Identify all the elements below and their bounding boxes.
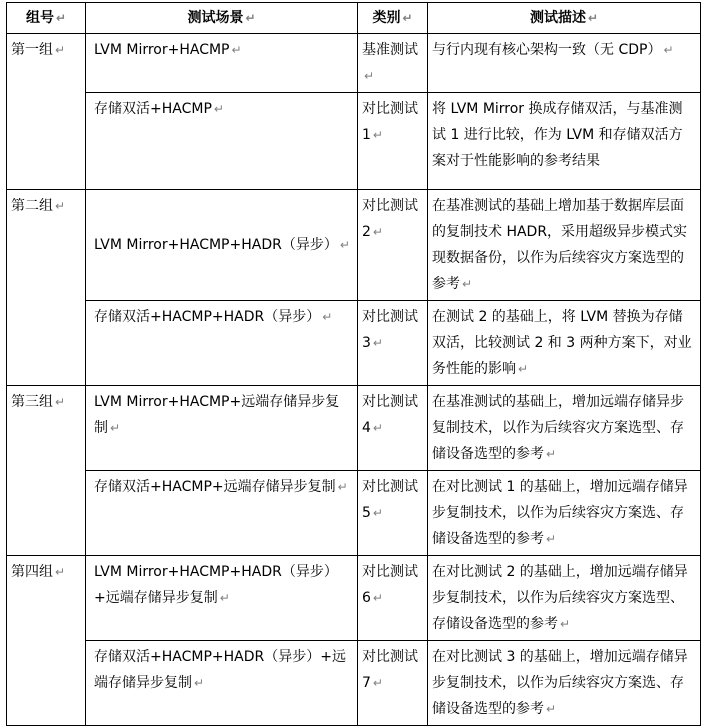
table-row: [7, 93, 701, 190]
test-scenario-table: [6, 2, 701, 726]
table-row: [7, 641, 701, 726]
table-row: [7, 301, 701, 386]
scene-cell: LVM Mirror+HACMP+远端存储异步复制 ↵: [86, 386, 358, 471]
category-cell: 基准测试↵: [358, 34, 428, 93]
header-description: 测试描述 ↵: [428, 3, 701, 34]
header-scene: 测试场景 ↵: [86, 3, 358, 34]
category-cell: 对比测试 4 ↵: [358, 386, 428, 471]
description-cell: 在对比测试 2 的基础上，增加远端存储异步复制技术，以作为后续容灾方案选型、存储设备选型的参考 ↵: [428, 556, 701, 641]
header-category: 类别 ↵: [358, 3, 428, 34]
scene-cell: 存储双活+HACMP ↵: [86, 93, 358, 190]
table-row: [7, 190, 701, 301]
scene-cell: 存储双活+HACMP+HADR（异步）+远端存储异步复制 ↵: [86, 641, 358, 726]
group-cell: 第三组 ↵: [7, 386, 86, 556]
group-cell: 第一组 ↵: [7, 34, 86, 190]
group-cell: 第二组 ↵: [7, 190, 86, 386]
header-row: [7, 3, 701, 34]
description-cell: 在基准测试的基础上增加基于数据库层面的复制技术 HADR，采用超级异步模式实现数据备份，以作为后续容灾方案选型的参考 ↵: [428, 190, 701, 301]
table-row: [7, 34, 701, 93]
description-cell: 与行内现有核心架构一致（无 CDP） ↵: [428, 34, 701, 93]
description-cell: 将 LVM Mirror 换成存储双活，与基准测试 1 进行比较，作为 LVM 和存储双活方案对于性能影响的参考结果: [428, 93, 701, 190]
category-cell: 对比测试 2 ↵: [358, 190, 428, 301]
table-row: [7, 471, 701, 556]
description-cell: 在对比测试 3 的基础上，增加远端存储异步复制技术，以作为后续容灾方案选、存储设备选型的参考 ↵: [428, 641, 701, 726]
table-row: [7, 386, 701, 471]
header-group: 组号 ↵: [7, 3, 86, 34]
scene-cell: LVM Mirror+HACMP+HADR（异步）+远端存储异步复制 ↵: [86, 556, 358, 641]
category-cell: 对比测试 7 ↵: [358, 641, 428, 726]
category-cell: 对比测试 6 ↵: [358, 556, 428, 641]
category-cell: 对比测试 3 ↵: [358, 301, 428, 386]
description-cell: 在对比测试 1 的基础上，增加远端存储异步复制技术，以作为后续容灾方案选、存储设备选型的参考 ↵: [428, 471, 701, 556]
table-row: [7, 556, 701, 641]
scene-cell: LVM Mirror+HACMP ↵: [86, 34, 358, 93]
description-cell: 在测试 2 的基础上，将 LVM 替换为存储双活，比较测试 2 和 3 两种方案下，对业务性能的影响 ↵: [428, 301, 701, 386]
category-cell: 对比测试 5 ↵: [358, 471, 428, 556]
group-cell: 第四组 ↵: [7, 556, 86, 726]
category-cell: 对比测试 1 ↵: [358, 93, 428, 190]
scene-cell: 存储双活+HACMP+HADR（异步） ↵: [86, 301, 358, 386]
scene-cell: 存储双活+HACMP+远端存储异步复制 ↵: [86, 471, 358, 556]
scene-cell: LVM Mirror+HACMP+HADR（异步） ↵: [86, 190, 358, 301]
description-cell: 在基准测试的基础上，增加远端存储异步复制技术，以作为后续容灾方案选型、存储设备选型的参考 ↵: [428, 386, 701, 471]
